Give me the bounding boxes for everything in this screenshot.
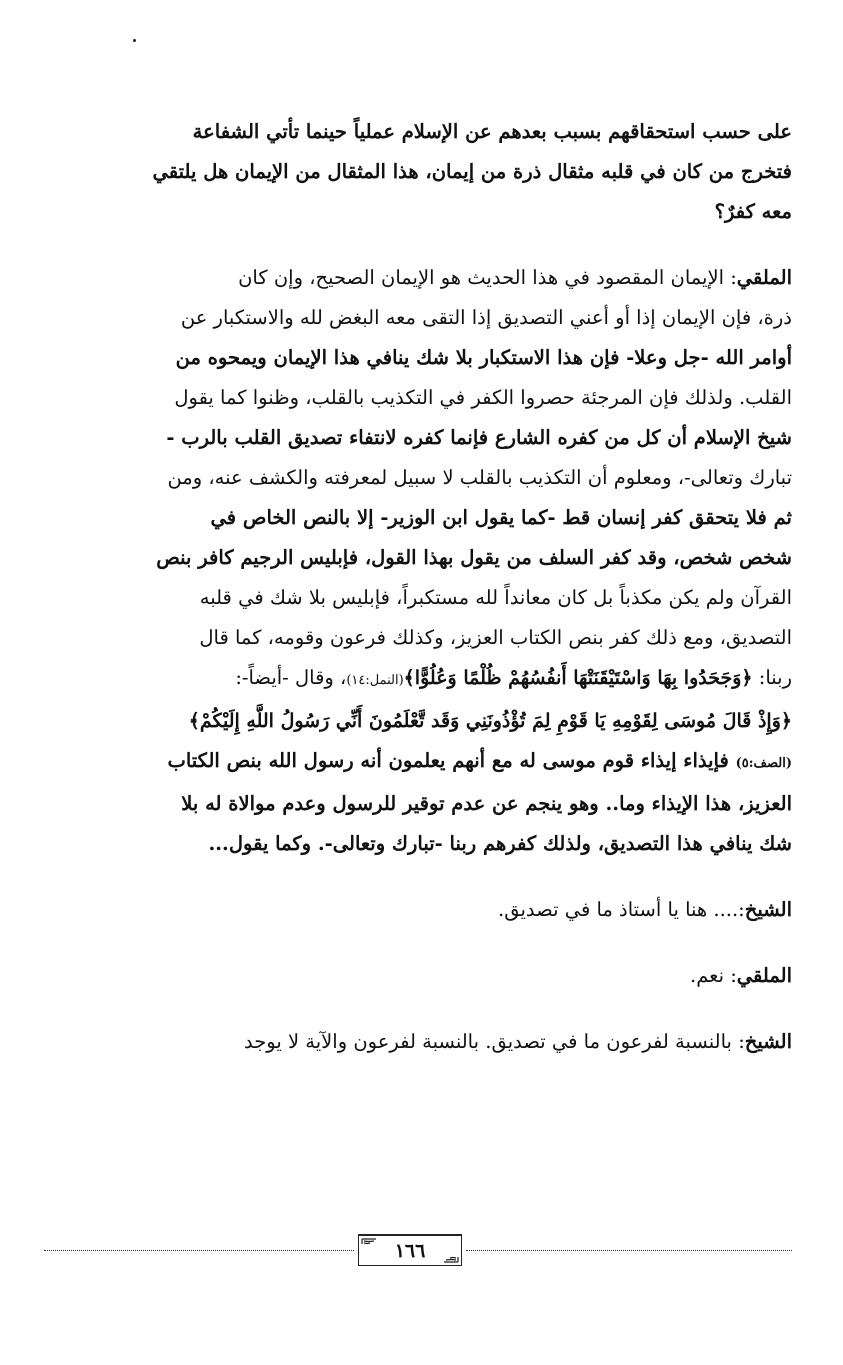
scan-speck bbox=[133, 39, 136, 42]
text-line: القرآن ولم يكن مكذباً بل كان معانداً لله مستكبراً، فإبليس بلا شك في قلبه bbox=[199, 586, 792, 609]
quran-verse: ﴿وَجَحَدُوا بِهَا وَاسْتَيْقَنَتْهَا أَنفُسُهُمْ ظُلْمًا وَعُلُوًّا﴾ bbox=[403, 667, 753, 689]
page-number: ١٦٦ bbox=[394, 1239, 426, 1262]
text-line: : الإيمان المقصود في هذا الحديث هو الإيمان الصحيح، وإن كان bbox=[238, 266, 737, 289]
text-line: شك ينافي هذا التصديق، ولذلك كفرهم ربنا -تبارك وتعالى-. وكما يقول... bbox=[208, 832, 792, 855]
footer-rule-left bbox=[44, 1250, 354, 1251]
text-line: فتخرج من كان في قلبه مثقال ذرة من إيمان، هذا المثقال من الإيمان هل يلتقي bbox=[152, 160, 792, 183]
text-run: ، وقال -أيضاً-: bbox=[235, 666, 347, 689]
paragraph-sheikh-2 bbox=[44, 1022, 792, 1062]
speaker-label: الشيخ bbox=[744, 898, 792, 921]
text-line: معه كفرٌ؟ bbox=[714, 200, 792, 223]
text-line: العزيز، هذا الإيذاء وما.. وهو ينجم عن عدم توقير للرسول وعدم موالاة له بلا bbox=[181, 792, 792, 815]
paragraph-question bbox=[44, 112, 792, 232]
footer-rule-right bbox=[466, 1250, 792, 1251]
text-run: ربنا: bbox=[752, 666, 792, 689]
page-body bbox=[44, 112, 792, 1062]
speaker-label: الشيخ bbox=[744, 1030, 792, 1053]
text-line: ثم فلا يتحقق كفر إنسان قط -كما يقول ابن الوزير- إلا بالنص الخاص في bbox=[210, 506, 792, 529]
text-line: : بالنسبة لفرعون ما في تصديق. بالنسبة لفرعون والآية لا يوجد bbox=[243, 1030, 745, 1053]
text-line: القلب. ولذلك فإن المرجئة حصروا الكفر في التكذيب بالقلب، وظنوا كما يقول bbox=[174, 386, 792, 409]
text-line: :.... هنا يا أستاذ ما في تصديق. bbox=[498, 898, 745, 921]
ornament-icon bbox=[443, 1251, 459, 1263]
quran-verse: ﴿وَإِذْ قَالَ مُوسَى لِقَوْمِهِ يَا قَوْمِ لِمَ تُؤْذُونَنِي وَقَد تَّعْلَمُونَ أَنِّي رَسُولُ اللَّهِ إِلَيْكُمْ﴾ bbox=[188, 710, 792, 732]
page-footer bbox=[44, 1232, 792, 1272]
paragraph-reply-2 bbox=[44, 956, 792, 996]
text-line: : نعم. bbox=[690, 964, 737, 987]
text-line: شيخ الإسلام أن كل من كفره الشارع فإنما كفره لانتفاء تصديق القلب بالرب - bbox=[166, 426, 792, 449]
text-line: ذرة، فإن الإيمان إذا أو أعني التصديق إذا التقى معه البغض لله والاستكبار عن bbox=[180, 306, 792, 329]
text-line: على حسب استحقاقهم بسبب بعدهم عن الإسلام عملياً حينما تأتي الشفاعة bbox=[192, 120, 792, 143]
text-run: فإيذاء إيذاء قوم موسى له مع أنهم يعلمون أنه رسول الله بنص الكتاب bbox=[167, 749, 736, 772]
speaker-label: الملقي bbox=[736, 964, 792, 987]
text-line: أوامر الله -جل وعلا- فإن هذا الاستكبار بلا شك ينافي هذا الإيمان ويمحوه من bbox=[175, 346, 792, 369]
paragraph-sheikh-1 bbox=[44, 890, 792, 930]
text-line: التصديق، ومع ذلك كفر بنص الكتاب العزيز، وكذلك فرعون وقومه، كما قال bbox=[199, 626, 792, 649]
page-number-frame bbox=[358, 1234, 462, 1266]
paragraph-reply bbox=[44, 258, 792, 864]
verse-reference: (الصف:٥) bbox=[735, 756, 792, 771]
quran-line bbox=[235, 666, 792, 689]
ornament-icon bbox=[361, 1238, 377, 1250]
text-line: شخص شخص، وقد كفر السلف من يقول بهذا القول، فإبليس الرجيم كافر بنص bbox=[156, 546, 792, 569]
verse-reference: (النمل:١٤) bbox=[346, 673, 404, 688]
text-line: تبارك وتعالى-، ومعلوم أن التكذيب بالقلب لا سبيل لمعرفته والكشف عنه، ومن bbox=[167, 466, 792, 489]
speaker-label: الملقي bbox=[736, 266, 792, 289]
quran-line bbox=[168, 749, 793, 772]
